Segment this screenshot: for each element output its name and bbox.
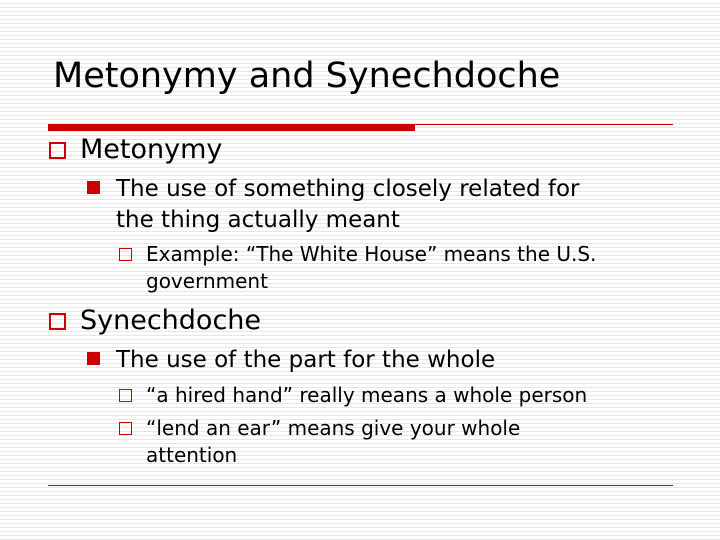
- bottom-rule: [48, 485, 673, 486]
- definition-line: The use of the part for the whole: [116, 347, 496, 373]
- solid-square-bullet-icon: [87, 181, 100, 194]
- definition-line: The use of something closely related for: [116, 176, 580, 202]
- hollow-square-bullet-icon: [49, 142, 66, 159]
- solid-square-bullet-icon: [87, 352, 100, 365]
- title-underline-thin: [415, 124, 673, 125]
- example-line: attention: [146, 443, 238, 467]
- title-underline-thick: [48, 124, 415, 131]
- example-line: “a hired hand” really means a whole person: [146, 383, 588, 407]
- bullet-label: Synechdoche: [80, 305, 262, 336]
- example-line: “lend an ear” means give your whole: [146, 416, 521, 440]
- definition-line: the thing actually meant: [116, 207, 400, 233]
- small-hollow-square-bullet-icon: [119, 389, 132, 402]
- slide-title: Metonymy and Synechdoche: [53, 56, 561, 96]
- example-line: Example: “The White House” means the U.S.: [146, 242, 597, 266]
- small-hollow-square-bullet-icon: [119, 422, 132, 435]
- bullet-label: Metonymy: [80, 134, 223, 165]
- small-hollow-square-bullet-icon: [119, 248, 132, 261]
- example-line: government: [146, 269, 268, 293]
- hollow-square-bullet-icon: [49, 313, 66, 330]
